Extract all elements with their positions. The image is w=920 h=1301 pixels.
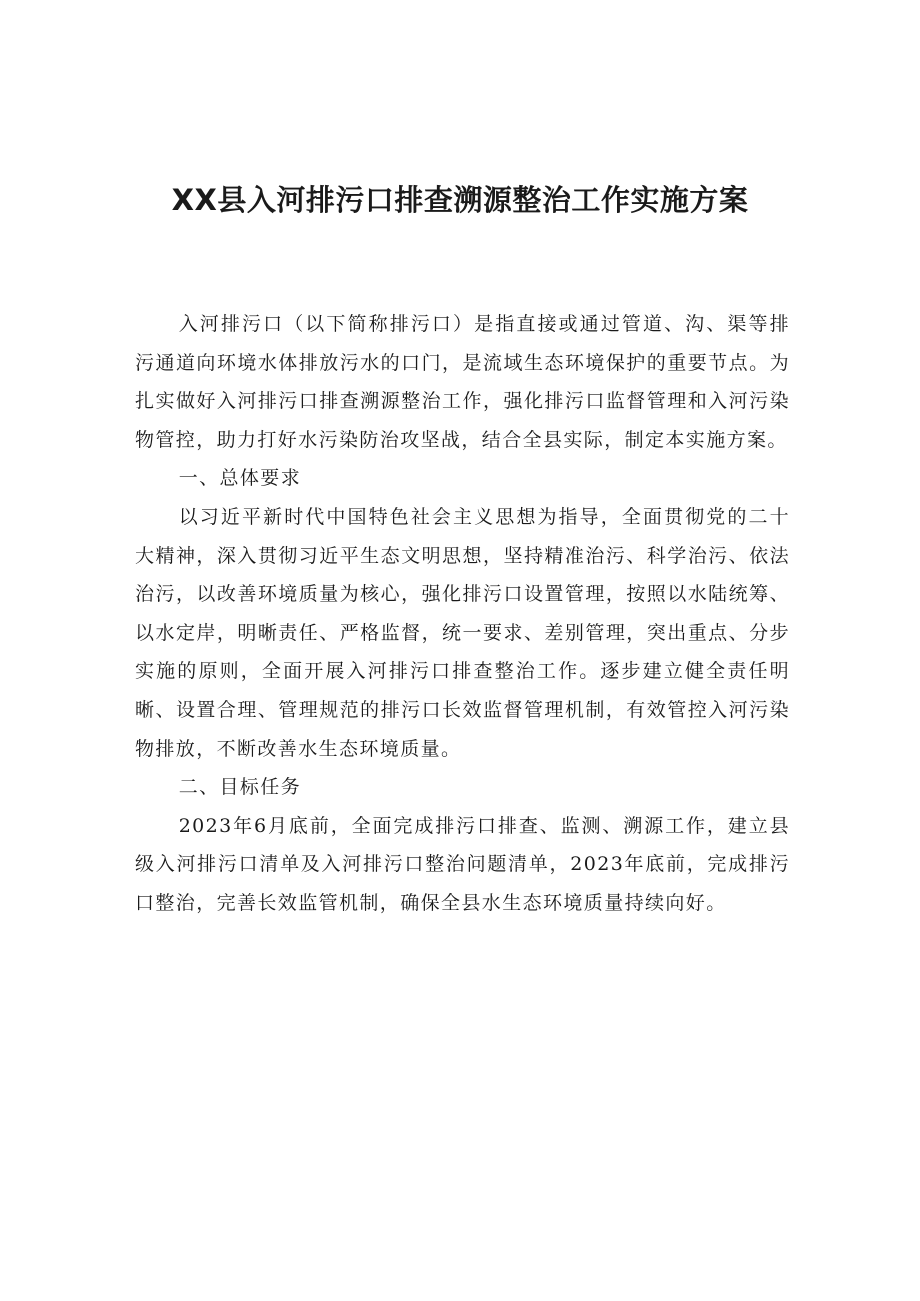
section-heading-goals-tasks: 二、目标任务: [178, 776, 302, 799]
document-title: XX县入河排污口排查溯源整治工作实施方案: [171, 183, 749, 217]
document-body: [135, 305, 790, 923]
general-requirements-paragraph: 以习近平新时代中国特色社会主义思想为指导，全面贯彻党的二十大精神，深入贯彻习近平生态文明思想，坚持精准治污、科学治污、依法治污，以改善环境质量为核心，强化排污口设置管理，按照以水陆统筹、以水定岸，明晰责任、严格监督，统一要求、差别管理，突出重点、分步实施的原则，全面开展入河排污口排查整治工作。逐步建立健全责任明晰、设置合理、管理规范的排污口长效监督管理机制，有效管控入河污染物排放，不断改善水生态环境质量。: [135, 505, 790, 760]
section-heading-general-requirements: 一、总体要求: [178, 467, 302, 490]
goals-tasks-paragraph: 2023年6月底前，全面完成排污口排查、监测、溯源工作，建立县级入河排污口清单及入河排污口整治问题清单，2023年底前，完成排污口整治，完善长效监管机制，确保全县水生态环境质量持续向好。: [135, 814, 790, 914]
intro-paragraph: 入河排污口（以下简称排污口）是指直接或通过管道、沟、渠等排污通道向环境水体排放污水的口门，是流域生态环境保护的重要节点。为扎实做好入河排污口排查溯源整治工作，强化排污口监督管理和入河污染物管控，助力打好水污染防治攻坚战，结合全县实际，制定本实施方案。: [135, 313, 790, 451]
